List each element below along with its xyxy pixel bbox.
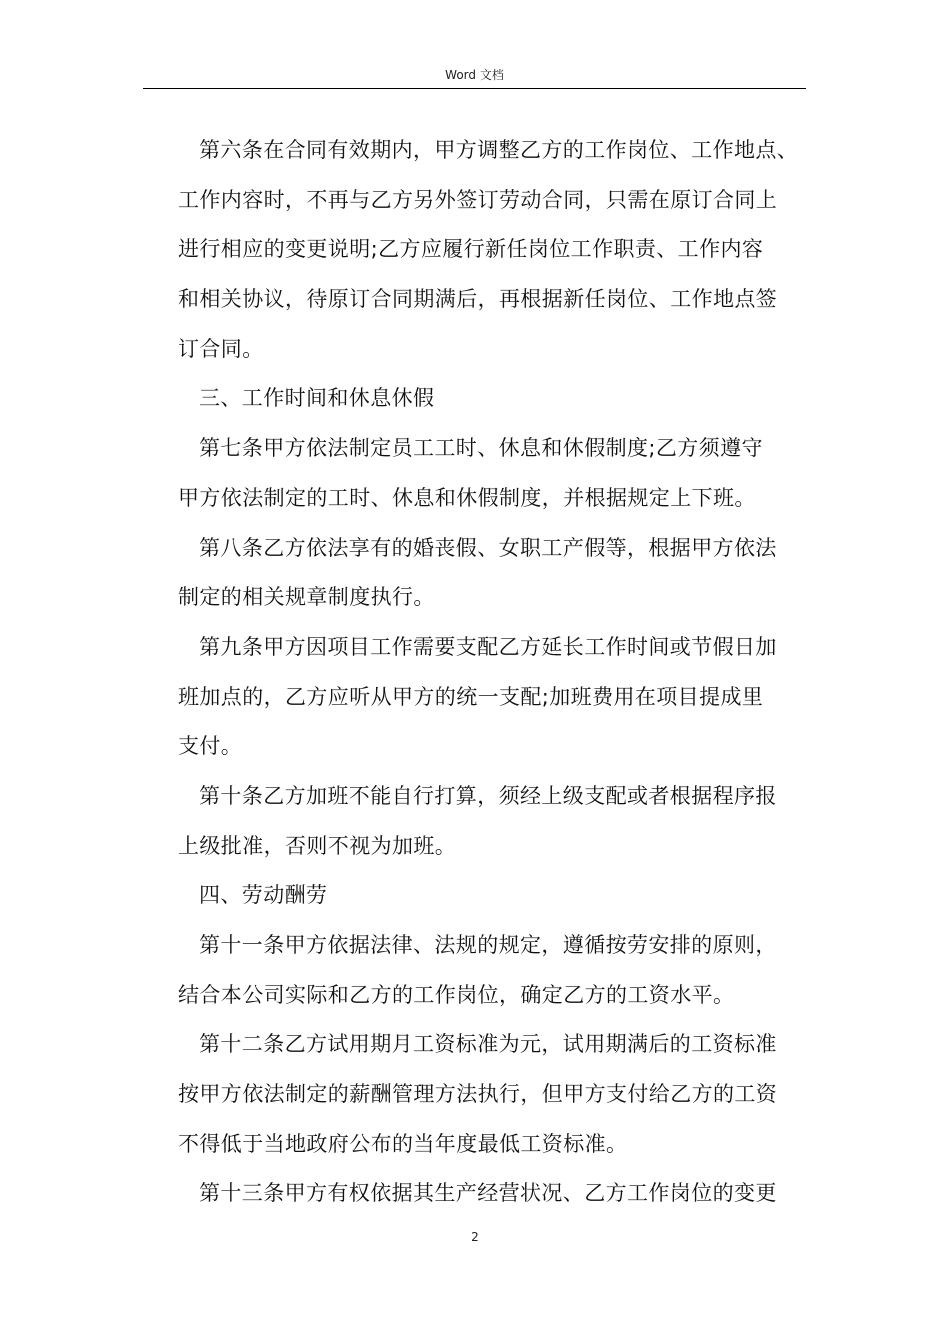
document-body [178, 126, 808, 1219]
text-line: 第十二条乙方试用期月工资标准为元，试用期满后的工资标准 [199, 1032, 777, 1057]
text-line: 和相关协议，待原订合同期满后，再根据新任岗位、工作地点签 [178, 287, 778, 312]
text-line: 第六条在合同有效期内，甲方调整乙方的工作岗位、工作地点、 [199, 138, 799, 162]
text-line: 上级批准，否则不视为加班。 [178, 833, 457, 858]
text-line: 按甲方依法制定的薪酬管理方法执行，但甲方支付给乙方的工资 [178, 1082, 778, 1107]
text-line: 三、工作时间和休息休假 [199, 386, 435, 411]
text-line: 四、劳动酬劳 [199, 883, 328, 908]
text-line: 制定的相关规章制度执行。 [178, 585, 435, 610]
text-line: 第十条乙方加班不能自行打算，须经上级支配或者根据程序报 [199, 783, 777, 808]
text-line: 第十三条甲方有权依据其生产经营状况、乙方工作岗位的变更 [199, 1181, 777, 1206]
text-line: 不得低于当地政府公布的当年度最低工资标准。 [178, 1131, 628, 1156]
text-line: 工作内容时，不再与乙方另外签订劳动合同，只需在原订合同上 [178, 187, 778, 212]
page-number: 2 [471, 1230, 479, 1244]
text-line: 订合同。 [178, 336, 264, 361]
text-line: 班加点的，乙方应听从甲方的统一支配;加班费用在项目提成里 [178, 684, 764, 709]
text-line: 结合本公司实际和乙方的工作岗位，确定乙方的工资水平。 [178, 982, 735, 1007]
page-header: Word 文档 [445, 68, 504, 82]
text-line: 支付。 [178, 734, 243, 759]
text-line: 第十一条甲方依据法律、法规的规定，遵循按劳安排的原则， [199, 933, 777, 957]
text-line: 进行相应的变更说明;乙方应履行新任岗位工作职责、工作内容 [178, 237, 764, 262]
text-line: 甲方依法制定的工时、休息和休假制度，并根据规定上下班。 [178, 485, 756, 510]
text-line: 第八条乙方依法享有的婚丧假、女职工产假等，根据甲方依法 [199, 535, 777, 560]
text-line: 第七条甲方依法制定员工工时、休息和休假制度;乙方须遵守 [199, 436, 763, 461]
header-divider [143, 88, 806, 89]
text-line: 第九条甲方因项目工作需要支配乙方延长工作时间或节假日加 [199, 634, 777, 659]
